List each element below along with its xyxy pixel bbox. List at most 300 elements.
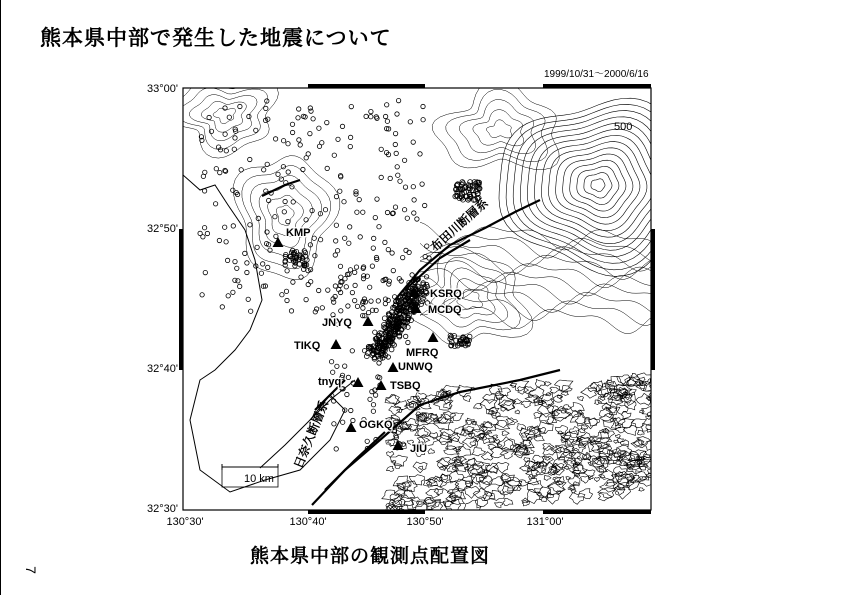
station-label: KMP [286, 227, 311, 239]
epicenter-marker [223, 132, 227, 136]
scale-label: 10 km [244, 473, 274, 485]
epicenter-marker [333, 253, 337, 257]
contour-line [607, 376, 624, 386]
epicenter-marker [286, 142, 290, 146]
epicenter-marker [420, 182, 424, 186]
epicenter-marker [346, 375, 350, 379]
epicenter-marker [265, 162, 269, 166]
epicenter-marker [344, 285, 348, 289]
contour-line [520, 440, 534, 449]
contour-line [464, 486, 480, 499]
epicenter-marker [308, 106, 312, 110]
contour-line [549, 142, 647, 231]
epicenter-marker [351, 418, 355, 422]
longitude-label: 131°00' [526, 516, 564, 528]
epicenter-marker [332, 399, 336, 403]
epicenter-marker [390, 251, 394, 255]
epicenter-marker [405, 216, 409, 220]
epicenter-marker [379, 147, 383, 151]
contour-line [419, 466, 423, 470]
contour-line [603, 418, 619, 430]
epicenter-marker [264, 106, 268, 110]
epicenter-marker [393, 205, 397, 209]
epicenter-marker [341, 420, 345, 424]
epicenter-marker [408, 120, 412, 124]
epicenter-marker [334, 194, 338, 198]
epicenter-marker [348, 144, 352, 148]
station-label: JNYQ [322, 317, 352, 329]
epicenter-marker [377, 225, 381, 229]
contour-line [503, 498, 513, 505]
contour-line [617, 375, 631, 385]
epicenter-marker [332, 300, 336, 304]
epicenter-marker [312, 236, 316, 240]
epicenter-marker [285, 298, 289, 302]
epicenter-marker [362, 349, 366, 353]
epicenter-marker [274, 234, 278, 238]
longitude-label: 130°40' [289, 516, 327, 528]
epicenter-marker [282, 210, 286, 214]
epicenter-marker [373, 215, 377, 219]
contour-line [552, 457, 567, 467]
epicenter-marker [224, 240, 228, 244]
epicenter-marker [338, 189, 342, 193]
station-label: TIKQ [294, 340, 321, 352]
epicenter-marker [290, 122, 294, 126]
epicenter-marker [364, 114, 368, 118]
contour-line [563, 154, 633, 218]
contour-line [500, 451, 514, 460]
epicenter-marker [346, 304, 350, 308]
epicenter-marker [401, 255, 405, 259]
epicenter-marker [296, 116, 300, 120]
station-label: TSBQ [390, 380, 421, 392]
epicenter-marker [353, 298, 357, 302]
epicenter-marker [233, 136, 237, 140]
figure-caption: 熊本県中部の観測点配置図 [250, 545, 491, 567]
latitude-label: 32°50' [147, 223, 178, 235]
epicenter-marker [348, 225, 352, 229]
contour-line [591, 179, 605, 192]
epicenter-marker [238, 104, 242, 108]
epicenter-marker [383, 114, 387, 118]
contour-line [456, 447, 471, 458]
contour-line [498, 388, 511, 396]
epicenter-marker [203, 170, 207, 174]
contour-line [426, 488, 439, 498]
epicenter-marker [333, 284, 337, 288]
epicenter-marker [393, 142, 397, 146]
epicenter-marker [309, 109, 313, 113]
epicenter-marker [281, 139, 285, 143]
frame-scale-bar [308, 510, 425, 514]
contour-line [629, 461, 644, 470]
epicenter-marker [402, 158, 406, 162]
epicenter-marker [304, 218, 308, 222]
page-number: 7 [22, 566, 39, 574]
contour-line [584, 173, 612, 199]
epicenter-marker [365, 439, 369, 443]
epicenter-marker [323, 208, 327, 212]
contour-line [495, 502, 503, 507]
epicenter-marker [379, 175, 383, 179]
epicenter-marker [317, 288, 321, 292]
contour-line [581, 387, 597, 398]
epicenter-marker [371, 403, 375, 407]
epicenter-marker [349, 104, 353, 108]
epicenter-marker [373, 393, 377, 397]
epicenter-marker [364, 354, 369, 359]
contour-line [514, 399, 523, 404]
epicenter-marker [342, 200, 346, 204]
contour-line [651, 377, 656, 382]
epicenter-marker [223, 225, 227, 229]
epicenter-marker [268, 248, 272, 252]
epicenter-marker [248, 157, 252, 161]
epicenter-marker [391, 268, 395, 272]
contour-line [496, 416, 514, 428]
station-triangle [388, 362, 399, 372]
epicenter-marker [387, 282, 391, 286]
epicenter-marker [262, 168, 266, 172]
epicenter-marker [233, 259, 237, 263]
epicenter-marker [261, 262, 265, 266]
frame-scale-bar [179, 229, 183, 370]
epicenter-marker [320, 306, 324, 310]
contour-line [428, 449, 435, 454]
epicenter-marker [309, 280, 313, 284]
epicenter-marker [334, 223, 338, 227]
epicenter-marker [388, 176, 392, 180]
fault-name-label: 日奈久断層系 [291, 398, 332, 471]
fault-line [325, 432, 385, 490]
epicenter-marker [311, 117, 315, 121]
epicenter-marker [348, 135, 352, 139]
contour-line [450, 413, 464, 421]
contour-line [521, 401, 532, 408]
longitude-label: 130°30' [166, 516, 204, 528]
contour-line [571, 490, 576, 493]
coastline-path [183, 175, 345, 492]
epicenter-marker [401, 442, 405, 446]
latitude-label: 32°30' [147, 503, 178, 515]
station-triangle [273, 237, 284, 247]
contour-line [545, 382, 552, 387]
contour-line [242, 166, 331, 269]
epicenter-marker [335, 249, 339, 253]
epicenter-marker [205, 231, 209, 235]
page-title: 熊本県中部で発生した地震について [40, 26, 392, 50]
epicenter-marker [393, 131, 397, 135]
contour-line [499, 98, 696, 276]
contour-line [633, 440, 642, 446]
epicenter-marker [290, 185, 294, 189]
epicenter-marker [336, 137, 340, 141]
contour-line [594, 477, 599, 481]
contour-line [506, 104, 689, 269]
epicenter-marker [368, 285, 372, 289]
epicenter-marker [245, 270, 249, 274]
contour-line [488, 445, 497, 450]
contour-line [522, 501, 529, 506]
epicenter-marker [318, 238, 322, 242]
epicenter-marker [298, 143, 302, 147]
contour-line [534, 129, 660, 244]
station-label: MCDQ [428, 304, 462, 316]
epicenter-marker [247, 114, 251, 118]
epicenter-marker [213, 202, 217, 206]
contour-line [599, 469, 604, 473]
epicenter-marker [369, 109, 373, 113]
contour-line [462, 438, 477, 448]
longitude-label: 130°50' [406, 516, 444, 528]
contour-line [543, 443, 554, 451]
epicenter-marker [354, 265, 358, 269]
contour-line [506, 418, 517, 425]
epicenter-marker [394, 151, 398, 155]
epicenter-marker [273, 215, 277, 219]
epicenter-marker [286, 170, 290, 174]
epicenter-marker [202, 226, 206, 230]
epicenter-marker [231, 290, 235, 294]
fault-name-label: 布田川断層系 [427, 195, 491, 255]
epicenter-marker [291, 280, 295, 284]
epicenter-marker [304, 297, 308, 301]
contour-line [571, 403, 585, 412]
station-triangle [353, 377, 364, 387]
epicenter-marker [248, 223, 252, 227]
epicenter-marker [279, 177, 283, 181]
epicenter-marker [243, 251, 247, 255]
contour-line [544, 475, 551, 480]
contour-line [578, 396, 584, 400]
epicenter-marker [290, 130, 294, 134]
epicenter-marker [421, 118, 425, 122]
epicenter-marker [235, 266, 239, 270]
contour-line [556, 148, 640, 224]
contour-value-label: 500 [614, 121, 633, 133]
epicenter-marker [326, 288, 330, 292]
epicenter-marker [259, 271, 263, 275]
epicenter-marker [368, 397, 372, 401]
epicenter-marker [266, 265, 270, 269]
epicenter-marker [306, 152, 310, 156]
contour-line [539, 428, 546, 433]
epicenter-marker [403, 185, 407, 189]
epicenter-marker [340, 124, 344, 128]
epicenter-marker [267, 198, 271, 202]
contour-line [387, 451, 394, 457]
epicenter-marker [332, 422, 336, 426]
epicenter-marker [404, 334, 408, 338]
epicenter-marker [238, 284, 242, 288]
coastline [183, 175, 355, 492]
epicenter-marker [232, 147, 236, 151]
station-triangle [331, 339, 342, 349]
epicenter-marker [371, 246, 375, 250]
epicenter-marker [365, 351, 370, 356]
epicenter-marker [334, 239, 338, 243]
epicenter-marker [236, 279, 240, 283]
epicenter-marker [398, 179, 402, 183]
epicenter-marker [370, 264, 374, 268]
epicenter-marker [225, 258, 229, 262]
contour-line [386, 395, 400, 404]
epicenter-marker [246, 297, 250, 301]
epicenter-marker [355, 304, 359, 308]
epicenter-marker [331, 370, 335, 374]
contour-line [600, 397, 605, 401]
contour-line [394, 464, 402, 469]
epicenter-marker [339, 309, 343, 313]
epicenter-marker [220, 305, 224, 309]
contour-line [535, 380, 544, 388]
epicenter-marker [254, 128, 258, 132]
epicenter-marker [412, 198, 416, 202]
contour-line [449, 471, 464, 484]
epicenter-marker [273, 137, 277, 141]
contour-line [543, 446, 556, 456]
latitude-label: 33°00' [147, 83, 178, 95]
epicenter-marker [239, 168, 243, 172]
epicenter-marker [207, 115, 211, 119]
epicenter-marker [200, 293, 204, 297]
epicenter-marker [317, 126, 321, 130]
epicenter-marker [402, 208, 406, 212]
contour-line [600, 475, 605, 478]
contour-line [616, 404, 628, 415]
epicenter-marker [231, 224, 235, 228]
epicenter-marker [286, 219, 290, 223]
epicenter-marker [396, 173, 400, 177]
contour-line [486, 120, 511, 138]
contour-line [615, 435, 620, 439]
epicenter-marker [218, 170, 222, 174]
epicenter-marker [421, 104, 425, 108]
frame-scale-bar [308, 84, 425, 88]
station-label: OGKQ [359, 419, 393, 431]
epicenter-marker [289, 309, 293, 313]
epicenter-marker [276, 172, 280, 176]
epicenter-marker [297, 107, 301, 111]
epicenter-marker [373, 330, 377, 334]
contour-line [430, 432, 438, 439]
epicenter-marker [306, 268, 310, 272]
contour-line [550, 387, 560, 393]
frame-scale-bar [543, 510, 651, 514]
epicenter-marker [345, 392, 349, 396]
epicenter-marker [306, 282, 310, 286]
epicenter-marker [226, 294, 230, 298]
contour-line [617, 438, 623, 443]
epicenter-marker [297, 138, 301, 142]
contour-line [545, 457, 550, 460]
contour-line [562, 405, 571, 410]
epicenter-marker [347, 241, 351, 245]
station-label: UNWQ [398, 361, 433, 373]
epicenter-marker [423, 203, 427, 207]
epicenter-marker [349, 408, 353, 412]
contour-line [452, 466, 457, 470]
epicenter-marker [371, 409, 375, 413]
epicenter-marker [385, 103, 389, 107]
epicenter-marker [348, 268, 352, 272]
contour-line [651, 437, 658, 441]
epicenter-marker [285, 269, 289, 273]
contour-line [423, 498, 440, 510]
epicenter-marker [383, 301, 387, 305]
epicenter-marker [418, 152, 422, 156]
epicenter-marker [265, 230, 269, 234]
observation-period: 1999/10/31～2000/6/16 [544, 69, 649, 80]
epicenter-marker [406, 340, 410, 344]
epicenter-marker [308, 243, 312, 247]
contour-line [409, 475, 424, 485]
epicenter-marker [372, 236, 376, 240]
contour-line [276, 205, 294, 226]
frame-scale-bar [651, 229, 655, 370]
station-label: JIU [410, 443, 428, 455]
epicenter-marker [386, 247, 390, 251]
epicenter-marker [280, 293, 284, 297]
epicenter-marker [202, 189, 206, 193]
contour-line [420, 244, 652, 272]
station-label: KSRQ [430, 288, 462, 300]
epicenter-marker [376, 299, 380, 303]
epicenter-marker [249, 309, 253, 313]
station-triangle [346, 422, 357, 432]
contour-line [434, 418, 451, 431]
epicenter-marker [358, 235, 362, 239]
epicenter-marker [353, 270, 357, 274]
contour-line [387, 466, 394, 471]
epicenter-marker [245, 261, 249, 265]
station-triangle [428, 332, 439, 342]
epicenter-marker [411, 140, 415, 144]
contour-line [420, 261, 652, 288]
epicenter-marker [385, 210, 389, 214]
epicenter-marker [217, 238, 221, 242]
epicenter-marker [334, 447, 338, 451]
stations [273, 227, 463, 455]
epicenter-marker [395, 165, 399, 169]
station-triangle [393, 440, 404, 450]
contour-line [502, 431, 509, 436]
contour-line [521, 433, 528, 438]
contour-line [639, 488, 645, 492]
contour-line [413, 462, 427, 473]
contour-line [446, 89, 548, 162]
contour-line [626, 481, 640, 490]
epicenter-marker [374, 115, 378, 119]
contour-line [480, 399, 497, 410]
epicenter-marker [369, 299, 373, 303]
contour-line [434, 489, 443, 496]
epicenter-marker [291, 200, 295, 204]
contour-line [532, 462, 547, 474]
station-triangle [376, 380, 387, 390]
contour-line [472, 448, 486, 456]
contour-line [463, 501, 481, 513]
epicenter-marker [369, 115, 373, 119]
epicenter-marker [201, 235, 205, 239]
epicenter-marker [332, 153, 336, 157]
epicenter-marker [283, 199, 287, 203]
contour-line [577, 166, 619, 204]
epicenter-marker [361, 210, 365, 214]
epicenter-marker [383, 297, 387, 301]
contour-line [565, 466, 569, 469]
